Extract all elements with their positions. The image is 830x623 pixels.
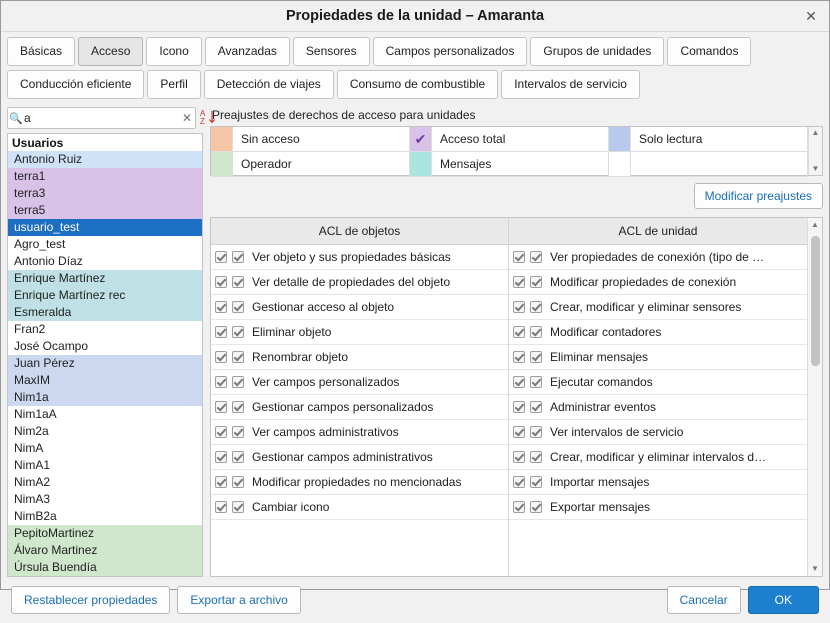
title-bar — [1, 1, 829, 32]
presets-grid — [211, 127, 808, 175]
list-item[interactable]: Álvaro Martinez — [8, 542, 202, 559]
acl-columns — [211, 218, 807, 576]
preset-label: Mensajes — [440, 157, 492, 171]
list-item[interactable]: terra5 — [8, 202, 202, 219]
list-item[interactable]: Juan Pérez — [8, 355, 202, 372]
preset-color-swatch — [211, 127, 233, 151]
users-list-items — [8, 151, 202, 576]
acl-checkbox-grant[interactable] — [530, 251, 542, 263]
acl-row[interactable] — [509, 270, 807, 295]
tab-icono[interactable]: Icono — [146, 37, 201, 66]
acl-row-label: Modificar propiedades de conexión — [550, 275, 737, 289]
tab-b-sicas[interactable]: Básicas — [7, 37, 75, 66]
acl-checkbox-allow[interactable] — [215, 376, 227, 388]
acl-checkbox-allow[interactable] — [215, 301, 227, 313]
acl-row-label: Importar mensajes — [550, 475, 650, 489]
tab-consumo-de-combustible[interactable]: Consumo de combustible — [337, 70, 498, 99]
acl-checkbox-allow[interactable] — [215, 351, 227, 363]
preset-label: Operador — [241, 157, 292, 171]
acl-row[interactable] — [509, 245, 807, 270]
footer-left-buttons — [11, 586, 301, 614]
acl-checkbox-allow[interactable] — [215, 501, 227, 513]
acl-row-label: Administrar eventos — [550, 400, 657, 414]
list-item[interactable]: Enrique Martínez — [8, 270, 202, 287]
acl-tables — [210, 217, 823, 577]
acl-scroll-down-icon[interactable]: ▼ — [811, 564, 819, 573]
acl-checkbox-grant[interactable] — [530, 276, 542, 288]
modify-presets-row — [210, 183, 823, 209]
list-item[interactable]: usuario_test — [8, 219, 202, 236]
acl-objects-list — [211, 245, 508, 576]
list-item[interactable]: José Ocampo — [8, 338, 202, 355]
acl-row-label: Eliminar objeto — [252, 325, 332, 339]
list-item[interactable]: PepitoMartinez — [8, 525, 202, 542]
presets-label: Preajustes de derechos de acceso para unidades — [212, 108, 476, 122]
acl-row-label: Gestionar campos administrativos — [252, 450, 433, 464]
acl-row[interactable] — [509, 320, 807, 345]
acl-row[interactable] — [509, 495, 807, 520]
acl-checkbox-allow[interactable] — [513, 301, 525, 313]
svg-text:A: A — [200, 109, 206, 118]
acl-unit-column — [509, 218, 807, 576]
dialog-footer — [1, 577, 829, 623]
list-item[interactable]: Esmeralda — [8, 304, 202, 321]
acl-row[interactable] — [509, 345, 807, 370]
dialog-content — [1, 103, 829, 577]
acl-row[interactable] — [211, 420, 508, 445]
export-to-file-button[interactable]: Exportar a archivo — [177, 586, 300, 614]
acl-row[interactable] — [509, 420, 807, 445]
acl-checkbox-allow[interactable] — [513, 501, 525, 513]
acl-row[interactable] — [211, 395, 508, 420]
check-icon: ✔ — [414, 131, 427, 147]
acl-row-label: Eliminar mensajes — [550, 350, 649, 364]
sort-az-icon[interactable] — [200, 108, 218, 128]
acl-row[interactable] — [211, 370, 508, 395]
acl-row[interactable] — [211, 445, 508, 470]
list-item[interactable]: NimA3 — [8, 491, 202, 508]
acl-checkbox-allow[interactable] — [513, 376, 525, 388]
list-item[interactable]: Agro_test — [8, 236, 202, 253]
list-item[interactable]: Antonio Díaz — [8, 253, 202, 270]
acl-row[interactable] — [211, 295, 508, 320]
scroll-up-icon[interactable]: ▲ — [811, 128, 820, 137]
tab-perfil[interactable]: Perfil — [147, 70, 200, 99]
acl-row-label: Ver intervalos de servicio — [550, 425, 684, 439]
tab-grupos-de-unidades[interactable]: Grupos de unidades — [530, 37, 664, 66]
acl-checkbox-grant[interactable] — [530, 326, 542, 338]
acl-unit-header: ACL de unidad — [509, 218, 807, 245]
tab-conducci-n-eficiente[interactable]: Conducción eficiente — [7, 70, 144, 99]
access-panel — [203, 107, 823, 577]
acl-row-label: Crear, modificar y eliminar intervalos d… — [550, 450, 767, 464]
search-input[interactable] — [24, 111, 179, 125]
list-item[interactable]: NimA2 — [8, 474, 202, 491]
presets-table — [210, 126, 823, 176]
acl-checkbox-grant[interactable] — [232, 501, 244, 513]
clear-search-icon[interactable]: ✕ — [181, 111, 193, 125]
preset-label: Solo lectura — [639, 132, 703, 146]
acl-row[interactable] — [509, 370, 807, 395]
acl-row-label: Gestionar campos personalizados — [252, 400, 434, 414]
acl-checkbox-grant[interactable] — [232, 251, 244, 263]
list-item[interactable]: MaxIM — [8, 372, 202, 389]
acl-checkbox-grant[interactable] — [530, 401, 542, 413]
acl-checkbox-grant[interactable] — [530, 426, 542, 438]
tab-row-primary — [7, 37, 823, 66]
list-item[interactable]: NimB2a — [8, 508, 202, 525]
list-item[interactable]: Úrsula Buendía — [8, 559, 202, 576]
tab-sensores[interactable]: Sensores — [293, 37, 370, 66]
acl-row[interactable] — [509, 395, 807, 420]
footer-right-buttons — [667, 586, 819, 614]
tab-acceso[interactable]: Acceso — [78, 37, 143, 66]
list-item[interactable]: NimA — [8, 440, 202, 457]
acl-row[interactable] — [509, 470, 807, 495]
search-box[interactable] — [7, 107, 196, 129]
acl-checkbox-grant[interactable] — [530, 476, 542, 488]
tabs-area — [1, 32, 829, 103]
users-list-header: Usuarios — [12, 136, 64, 150]
list-item[interactable]: Fran2 — [8, 321, 202, 338]
acl-checkbox-grant[interactable] — [232, 401, 244, 413]
acl-checkbox-allow[interactable] — [215, 401, 227, 413]
acl-checkbox-grant[interactable] — [232, 301, 244, 313]
users-panel — [7, 107, 206, 577]
list-item[interactable]: Enrique Martínez rec — [8, 287, 202, 304]
acl-row[interactable] — [509, 295, 807, 320]
preset-color-swatch — [609, 127, 631, 151]
acl-checkbox-grant[interactable] — [530, 301, 542, 313]
list-item[interactable]: terra3 — [8, 185, 202, 202]
acl-row-label: Ver campos administrativos — [252, 425, 399, 439]
list-item[interactable]: Antonio Ruiz — [8, 151, 202, 168]
acl-checkbox-allow[interactable] — [513, 426, 525, 438]
acl-scroll-thumb[interactable] — [811, 236, 820, 366]
close-icon[interactable]: ✕ — [805, 8, 817, 24]
acl-row[interactable] — [211, 345, 508, 370]
preset-cell[interactable] — [609, 152, 808, 177]
preset-cell[interactable] — [211, 152, 410, 177]
acl-checkbox-allow[interactable] — [513, 401, 525, 413]
acl-row-label: Renombrar objeto — [252, 350, 349, 364]
acl-checkbox-grant[interactable] — [530, 451, 542, 463]
page-title: Propiedades de la unidad – Amaranta — [285, 8, 545, 24]
preset-color-swatch — [410, 127, 432, 151]
preset-color-swatch — [211, 152, 233, 176]
acl-row[interactable] — [211, 245, 508, 270]
tab-avanzadas[interactable]: Avanzadas — [205, 37, 290, 66]
list-item[interactable]: terra1 — [8, 168, 202, 185]
acl-checkbox-grant[interactable] — [232, 326, 244, 338]
acl-row[interactable] — [509, 445, 807, 470]
acl-checkbox-grant[interactable] — [232, 376, 244, 388]
tab-comandos[interactable]: Comandos — [667, 37, 751, 66]
acl-checkbox-allow[interactable] — [513, 451, 525, 463]
acl-checkbox-allow[interactable] — [215, 451, 227, 463]
tab-row-secondary — [7, 70, 823, 99]
acl-row-label: Cambiar icono — [252, 500, 330, 514]
acl-checkbox-allow[interactable] — [215, 476, 227, 488]
acl-checkbox-grant[interactable] — [232, 426, 244, 438]
acl-checkbox-grant[interactable] — [232, 351, 244, 363]
acl-row[interactable] — [211, 470, 508, 495]
acl-row-label: Ver propiedades de conexión (tipo de … — [550, 250, 765, 264]
preset-cell[interactable] — [410, 127, 609, 152]
tab-campos-personalizados[interactable]: Campos personalizados — [373, 37, 528, 66]
reset-properties-button[interactable]: Restablecer propiedades — [11, 586, 170, 614]
preset-color-swatch — [609, 152, 631, 176]
preset-label: Sin acceso — [241, 132, 300, 146]
acl-checkbox-grant[interactable] — [530, 376, 542, 388]
scroll-down-icon[interactable]: ▼ — [811, 164, 820, 173]
preset-color-swatch — [410, 152, 432, 176]
acl-scroll-up-icon[interactable]: ▲ — [811, 220, 819, 229]
acl-checkbox-allow[interactable] — [513, 351, 525, 363]
acl-row-label: Gestionar acceso al objeto — [252, 300, 395, 314]
acl-row[interactable] — [211, 320, 508, 345]
preset-label: Acceso total — [440, 132, 506, 146]
modify-presets-button[interactable]: Modificar preajustes — [694, 183, 823, 209]
acl-objects-header: ACL de objetos — [211, 218, 508, 245]
acl-checkbox-grant[interactable] — [530, 351, 542, 363]
acl-objects-column — [211, 218, 509, 576]
acl-checkbox-allow[interactable] — [513, 276, 525, 288]
acl-checkbox-allow[interactable] — [513, 326, 525, 338]
search-row — [7, 107, 206, 129]
presets-scrollbar[interactable] — [808, 127, 822, 175]
cancel-button[interactable]: Cancelar — [667, 586, 741, 614]
acl-scrollbar[interactable] — [807, 218, 822, 576]
acl-row-label: Ejecutar comandos — [550, 375, 653, 389]
preset-cell[interactable] — [211, 127, 410, 152]
acl-row-label: Modificar propiedades no mencionadas — [252, 475, 462, 489]
acl-checkbox-grant[interactable] — [232, 276, 244, 288]
acl-checkbox-grant[interactable] — [232, 476, 244, 488]
acl-row[interactable] — [211, 270, 508, 295]
list-item[interactable]: Nim2a — [8, 423, 202, 440]
acl-checkbox-allow[interactable] — [215, 276, 227, 288]
users-list[interactable] — [7, 133, 203, 577]
preset-cell[interactable] — [609, 127, 808, 152]
acl-row[interactable] — [211, 495, 508, 520]
search-icon: 🔍 — [9, 112, 23, 125]
tab-intervalos-de-servicio[interactable]: Intervalos de servicio — [501, 70, 640, 99]
acl-row-label: Modificar contadores — [550, 325, 662, 339]
acl-unit-list — [509, 245, 807, 576]
acl-row-label: Crear, modificar y eliminar sensores — [550, 300, 742, 314]
preset-cell[interactable] — [410, 152, 609, 177]
acl-checkbox-grant[interactable] — [530, 501, 542, 513]
svg-text:Z: Z — [200, 117, 205, 126]
acl-row-label: Ver campos personalizados — [252, 375, 400, 389]
acl-checkbox-allow[interactable] — [215, 426, 227, 438]
acl-checkbox-grant[interactable] — [232, 451, 244, 463]
list-item[interactable]: Nim1a — [8, 389, 202, 406]
acl-checkbox-allow[interactable] — [215, 251, 227, 263]
acl-checkbox-allow[interactable] — [513, 251, 525, 263]
list-item[interactable]: Nim1aA — [8, 406, 202, 423]
acl-checkbox-allow[interactable] — [513, 476, 525, 488]
acl-checkbox-allow[interactable] — [215, 326, 227, 338]
acl-row-label: Ver detalle de propiedades del objeto — [252, 275, 451, 289]
list-item[interactable]: NimA1 — [8, 457, 202, 474]
tab-detecci-n-de-viajes[interactable]: Detección de viajes — [204, 70, 334, 99]
acl-row-label: Ver objeto y sus propiedades básicas — [252, 250, 451, 264]
ok-button[interactable]: OK — [748, 586, 819, 614]
acl-row-label: Exportar mensajes — [550, 500, 651, 514]
